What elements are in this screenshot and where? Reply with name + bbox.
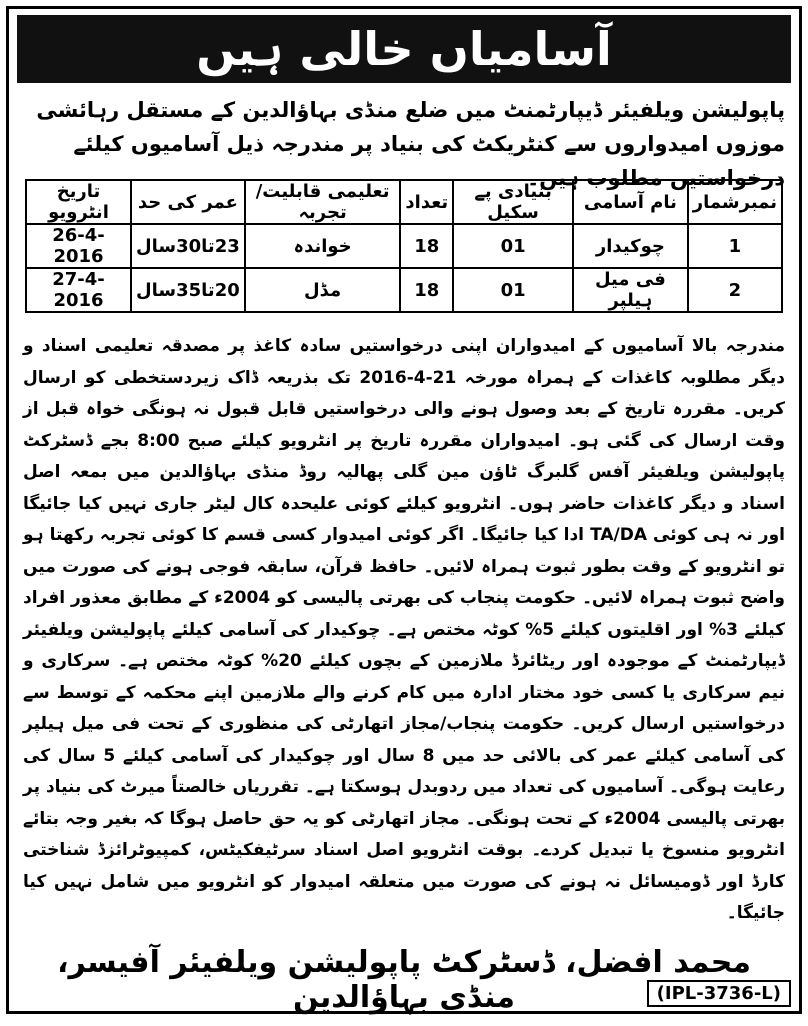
col-qualification: تعلیمی قابلیت/تجربہ [245,180,401,224]
reference-code: (IPL-3736-L) [647,980,791,1007]
col-scale: بنیادی پے سکیل [453,180,573,224]
cell-post: چوکیدار [573,224,688,268]
cell-post: فی میل ہیلپر [573,268,688,312]
col-count: تعداد [400,180,453,224]
cell-serial: 1 [688,224,782,268]
table-header-row [26,180,782,224]
terms-paragraph: مندرجہ بالا آسامیوں کے امیدواران اپنی درخواستیں سادہ کاغذ پر مصدقہ تعلیمی اسناد و دیگر مطلوبہ کاغذات کے ہمراہ مورخہ 21-4-2016 تک بذریعہ ڈاک زیردستخطی کو ارسال کریں۔ مقررہ تاریخ کے بعد وصول ہونے والی درخواستیں قابل قبول نہ ہونگی خواہ قبل از وقت ارسال کی گئی ہو۔ امیدواران مقررہ تاریخ پر انٹرویو کیلئے صبح 8:00 بجے ڈسٹرکٹ پاپولیشن ویلفیئر آفس گلبرگ ٹاؤن مین گلی پھالیہ روڈ منڈی بہاؤالدین میں بمعہ اصل اسناد و دیگر کاغذات حاضر ہوں۔ انٹرویو کیلئے کوئی علیحدہ کال لیٹر جاری نہیں کیا جائیگا اور نہ ہی کوئی TA/DA ادا کیا جائیگا۔ اگر کوئی امیدوار کسی قسم کا کوئی تجربہ رکھتا ہو تو انٹرویو کے وقت بطور ثبوت ہمراہ لائیں۔ حافظ قرآن، سابقہ فوجی ہونے کی صورت میں واضح ثبوت ہمراہ لائیں۔ حکومت پنجاب کی بھرتی پالیسی کو 2004ء کے مطابق معذور افراد کیلئے 3% اور اقلیتوں کیلئے 5% کوٹہ مختص ہے۔ چوکیدار کی آسامی کیلئے پاپولیشن ویلفیئر ڈیپارٹمنٹ کے موجودہ اور ریٹائرڈ ملازمین کے بچوں کیلئے 20% کوٹہ مختص ہے۔ سرکاری و نیم سرکاری یا کسی خود مختار ادارہ میں کام کرنے والے ملازمین اپنے محکمہ کے توسط سے درخواستیں ارسال کریں۔ حکومت پنجاب/مجاز اتھارٹی کی منظوری کے تحت فی میل ہیلپر کی آسامی کیلئے عمر کی بالائی حد میں 8 سال اور چوکیدار کی آسامی کیلئے 5 سال کی رعایت ہوگی۔ آسامیوں کی تعداد میں ردوبدل ہوسکتا ہے۔ تقرریاں خالصتاً میرٹ کی بنیاد پر بھرتی پالیسی 2004ء کے تحت ہونگی۔ مجاز اتھارٹی کو یہ حق حاصل ہوگا کہ بغیر وجہ بتائے انٹرویو منسوخ یا تبدیل کردے۔ بوقت انٹرویو اصل اسناد سرٹیفکیٹس، کمپیوٹرائزڈ شناختی کارڈ اور ڈومیسائل نہ ہونے کی صورت میں متعلقہ امیدوار کو انٹرویو میں شامل نہیں کیا جائیگا۔ [23,336,786,923]
heading-banner: آسامیاں خالی ہیں [17,15,791,83]
cell-qualification: مڈل [245,268,401,312]
cell-interview-date: 26-4-2016 [26,224,131,268]
table-row [26,268,782,312]
col-serial: نمبرشمار [688,180,782,224]
cell-interview-date: 27-4-2016 [26,268,131,312]
cell-age-limit: 23تا30سال [131,224,245,268]
vacancy-table [25,179,783,313]
cell-scale: 01 [453,268,573,312]
cell-count: 18 [400,224,453,268]
terms-text [23,331,785,930]
col-age-limit: عمر کی حد [131,180,245,224]
cell-scale: 01 [453,224,573,268]
job-advertisement [6,6,802,1014]
signature-line: محمد افضل، ڈسٹرکٹ پاپولیشن ویلفیئر آفیسر، منڈی بہاؤالدین [57,945,751,1015]
cell-serial: 2 [688,268,782,312]
cell-qualification: خواندہ [245,224,401,268]
table-row [26,224,782,268]
col-post: نام آسامی [573,180,688,224]
cell-age-limit: 20تا35سال [131,268,245,312]
col-interview-date: تاریخ انٹرویو [26,180,131,224]
intro-paragraph: پاپولیشن ویلفیئر ڈیپارٹمنٹ میں ضلع منڈی بہاؤالدین کے مستقل رہائشی موزوں امیدواروں سے کنٹریکٹ کی بنیاد پر مندرجہ ذیل آسامیوں کیلئے درخواستیں مطلوب ہیں۔ [36,98,785,190]
cell-count: 18 [400,268,453,312]
